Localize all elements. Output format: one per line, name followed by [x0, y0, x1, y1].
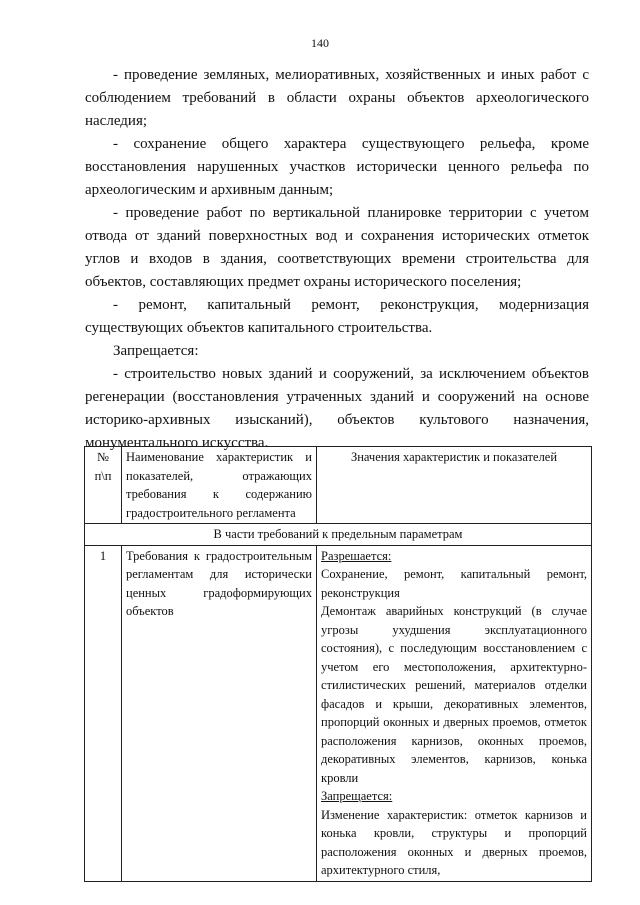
header-number: № п\п [85, 447, 122, 524]
page-number: 140 [311, 36, 329, 50]
allowed-item-1: Сохранение, ремонт, капитальный ремонт, реконструкция [321, 567, 587, 600]
forbidden-item-1: Изменение характеристик: отметок карнизов и конька кровли, структуры и пропорций расположения оконных и дверных проемов, архитектурного стиля, [321, 807, 587, 877]
paragraph-new-construction: - строительство новых зданий и сооружений, за исключением объектов регенерации (восстановления утраченных зданий и сооружений на основе историко-архивных изысканий), объектов культового назначения, монументального искусства. [85, 366, 589, 451]
table-row [85, 545, 592, 881]
requirements-table [84, 446, 592, 882]
row-number: 1 [85, 545, 122, 881]
section-title: В части требований к предельным параметрам [85, 524, 592, 546]
paragraph-forbidden-heading: Запрещается: [113, 343, 199, 359]
allowed-item-2: Демонтаж аварийных конструкций (в случае угрозы ухудшения эксплуатационного состояния), с последующим восстановлением с учетом его местоположения, архитектурно-стилистических решений, материалов отделки фасадов и крыши, декоративных элементов, пропорций оконных и дверных проемов, отметок расположения карнизов, оконных проемов, декоративных элементов, карнизов, конька кровли [321, 604, 587, 785]
row-name: Требования к градостроительным регламентам для исторически ценных градоформирующих объектов [122, 545, 317, 881]
paragraph-repair: - ремонт, капитальный ремонт, реконструкция, модернизация существующих объектов капитального строительства. [85, 297, 589, 336]
paragraph-earthworks: - проведение земляных, мелиоративных, хозяйственных и иных работ с соблюдением требований в области охраны объектов археологического наследия; [85, 67, 589, 129]
table-header-row [85, 447, 592, 524]
paragraph-relief: - сохранение общего характера существующего рельефа, кроме восстановления нарушенных участков исторически ценного рельефа по археологическим и архивным данным; [85, 136, 589, 198]
row-value [317, 545, 592, 881]
allowed-label: Разрешается: [321, 548, 392, 563]
table-section-row [85, 524, 592, 546]
forbidden-label: Запрещается: [321, 789, 393, 803]
body-text [85, 64, 589, 455]
header-value: Значения характеристик и показателей [317, 447, 592, 524]
paragraph-vertical-planning: - проведение работ по вертикальной планировке территории с учетом отвода от зданий поверхностных вод и сохранения исторических отметок углов и входов в здания, соответствующих времени строительства для объектов, составляющих предмет охраны исторического поселения; [85, 205, 589, 290]
header-name: Наименование характеристик и показателей, отражающих требования к содержанию градостроительного регламента [122, 447, 317, 524]
